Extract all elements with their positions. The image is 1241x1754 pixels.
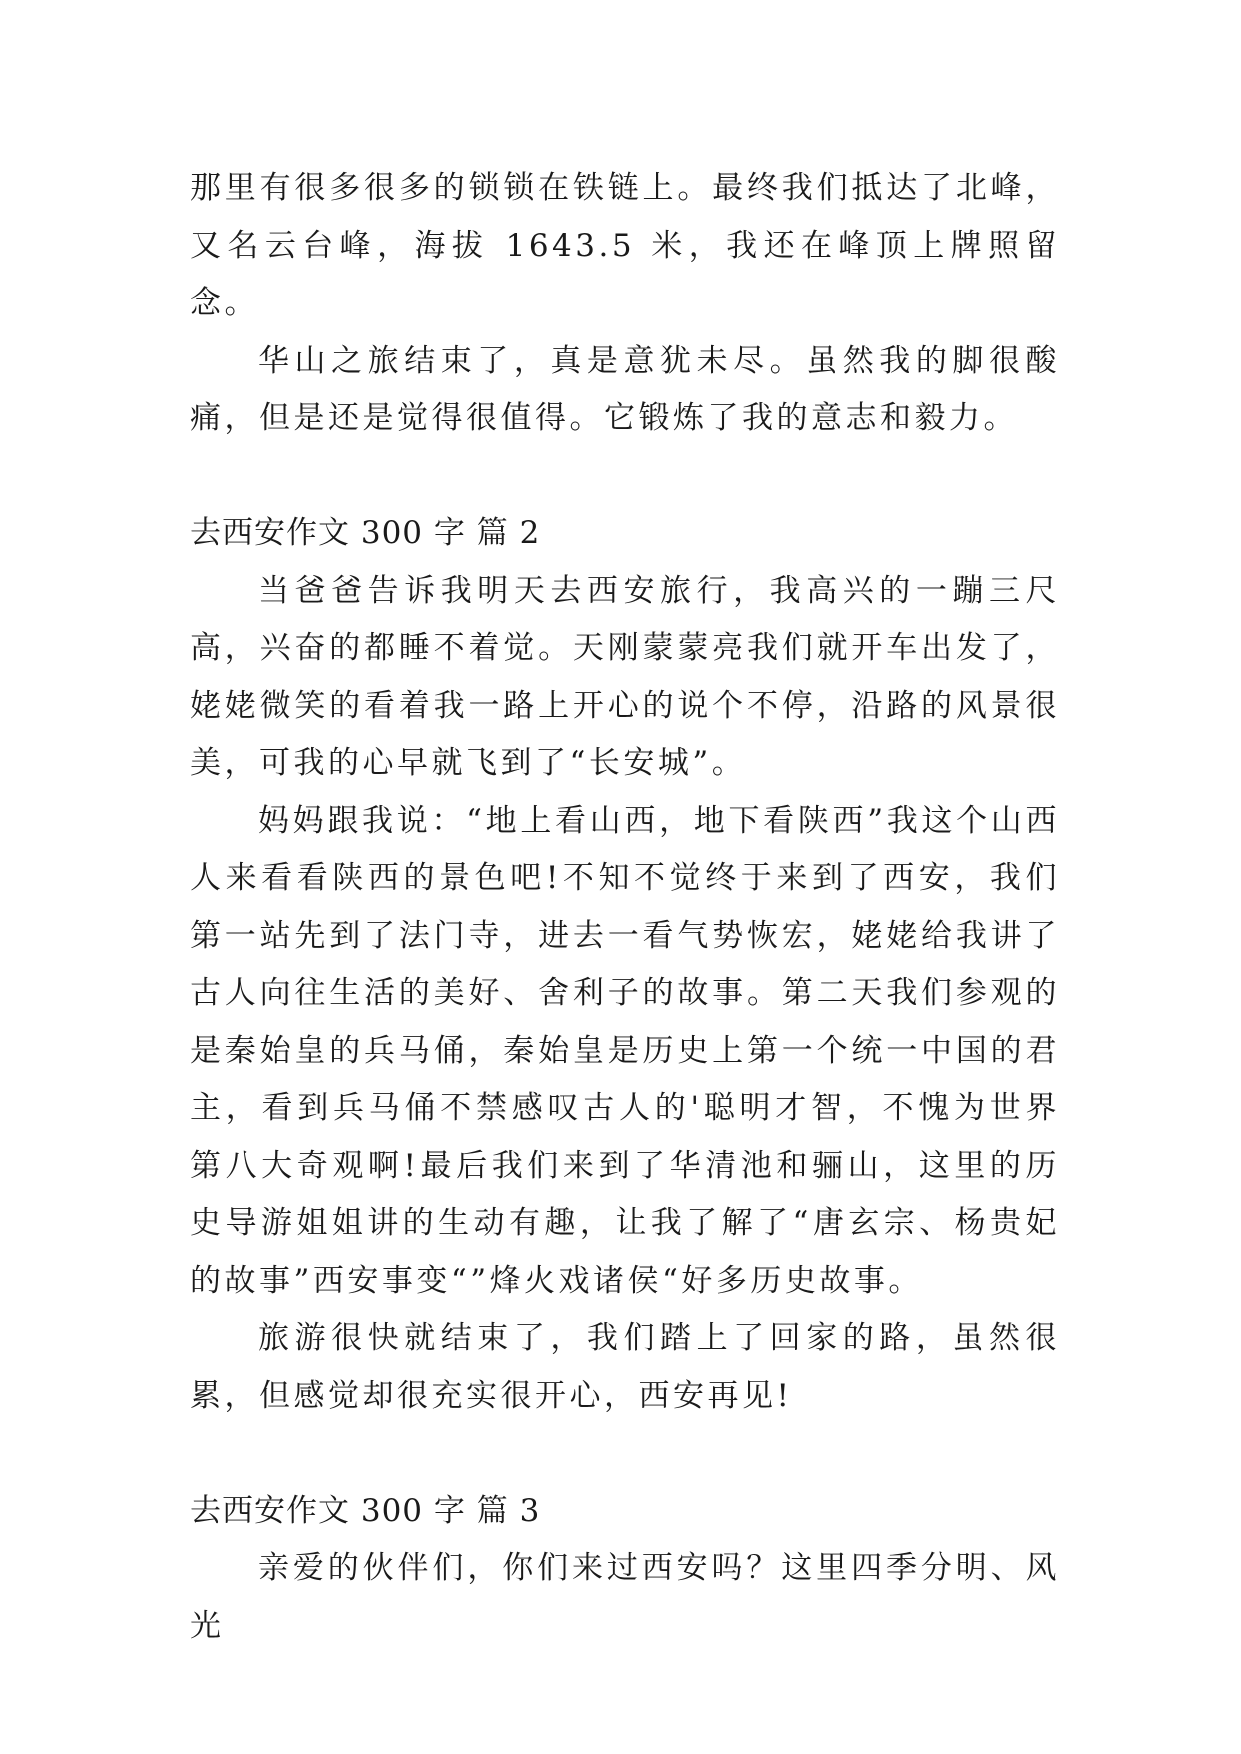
section-spacer xyxy=(190,448,1060,506)
essay-heading-2: 去西安作文 300 字 篇 2 xyxy=(190,515,541,551)
section-spacer xyxy=(190,1425,1060,1483)
document-body xyxy=(190,160,1060,1655)
paragraph-trip-end: 旅游很快就结束了，我们踏上了回家的路，虽然很累，但感觉却很充实很开心，西安再见! xyxy=(190,1320,1060,1414)
essay-heading-3: 去西安作文 300 字 篇 3 xyxy=(190,1492,541,1529)
paragraph-essay-3-intro: 亲爱的伙伴们，你们来过西安吗？这里四季分明、风光 xyxy=(190,1550,1060,1644)
paragraph-huashan-north-peak: 那里有很多很多的锁锁在铁链上。最终我们抵达了北峰，又名云台峰，海拔 1643.5 米，我还在峰顶上牌照留念。 xyxy=(190,170,1060,321)
paragraph-huashan-conclusion: 华山之旅结束了，真是意犹未尽。虽然我的脚很酸痛，但是还是觉得很值得。它锻炼了我的意志和毅力。 xyxy=(190,342,1060,436)
paragraph-xian-sights: 妈妈跟我说：“地上看山西，地下看陕西”我这个山西人来看看陕西的景色吧!不知不觉终于来到了西安，我们第一站先到了法门寺，进去一看气势恢宏，姥姥给我讲了古人向往生活的美好、舍利子的故事。第二天我们参观的是秦始皇的兵马俑，秦始皇是历史上第一个统一中国的君主，看到兵马俑不禁感叹古人的'聪明才智，不愧为世界第八大奇观啊!最后我们来到了华清池和骊山，这里的历史导游姐姐讲的生动有趣，让我了解了“唐玄宗、杨贵妃的故事”西安事变“”烽火戏诸侯“好多历史故事。 xyxy=(190,802,1060,1299)
paragraph-trip-start: 当爸爸告诉我明天去西安旅行，我高兴的一蹦三尺高，兴奋的都睡不着觉。天刚蒙蒙亮我们就开车出发了，姥姥微笑的看着我一路上开心的说个不停，沿路的风景很美，可我的心早就飞到了“长安城”。 xyxy=(190,572,1060,781)
